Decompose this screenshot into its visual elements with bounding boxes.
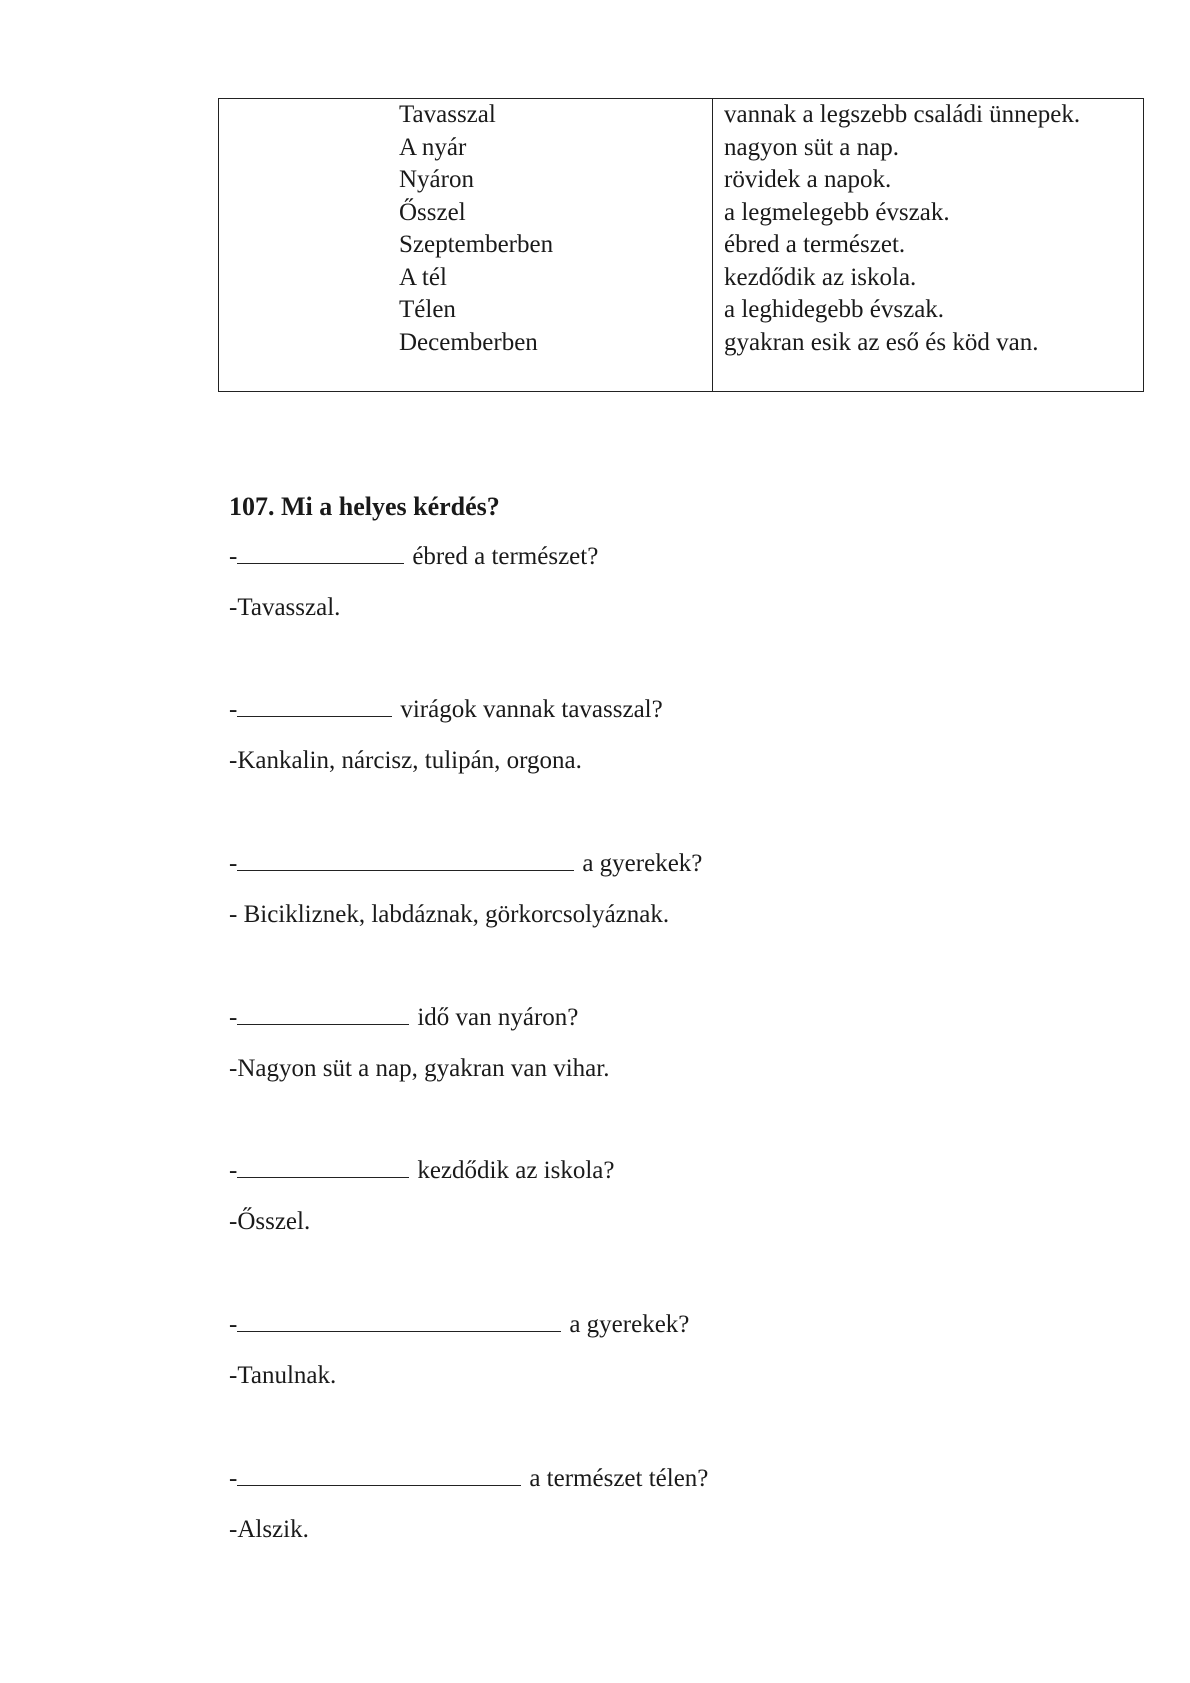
question-item [229,541,598,623]
left-cell: Decemberben [399,328,538,356]
dash: - [229,1465,238,1492]
question-item [229,1155,614,1237]
table-right-column [713,99,1143,391]
right-cell: kezdődik az iskola. [724,263,917,291]
left-cell: Tavasszal [399,101,496,128]
answer-text: -Tavasszal. [229,594,341,621]
question-text: ébred a természet? [412,543,599,570]
answer-text: -Tanulnak. [229,1362,337,1389]
left-cell: A nyár [399,133,467,161]
answer-text: - Bicikliznek, labdáznak, görkorcsolyáznak. [229,901,670,928]
dash: - [229,850,238,877]
answer-blank[interactable] [237,1463,521,1486]
left-cell: A tél [399,263,447,291]
answer-blank[interactable] [237,1002,409,1025]
matching-table [218,98,1144,392]
question-text: a gyerekek? [582,850,703,877]
question-item [229,848,702,930]
answer-blank[interactable] [237,694,392,717]
question-text: idő van nyáron? [417,1004,579,1031]
answer-text: -Kankalin, nárcisz, tulipán, orgona. [229,747,582,774]
left-cell: Szeptemberben [399,231,554,258]
question-text: a természet télen? [529,1465,709,1492]
dash: - [229,696,238,723]
question-item [229,1309,689,1391]
right-cell: gyakran esik az eső és köd van. [724,328,1039,356]
question-item [229,1463,708,1545]
right-cell: rövidek a napok. [724,166,892,193]
answer-text: -Alszik. [229,1516,309,1543]
right-cell: a legmelegebb évszak. [724,198,950,226]
right-cell: nagyon süt a nap. [724,133,899,161]
table-left-column [219,99,713,391]
answer-text: -Nagyon süt a nap, gyakran van vihar. [229,1055,610,1082]
question-text: a gyerekek? [569,1311,690,1338]
dash: - [229,1157,238,1184]
left-cell: Télen [399,296,456,323]
answer-blank[interactable] [237,848,574,871]
exercise-title: 107. Mi a helyes kérdés? [229,492,500,521]
question-item [229,694,663,776]
dash: - [229,543,238,570]
question-text: kezdődik az iskola? [417,1157,615,1184]
left-cell: Nyáron [399,166,474,193]
left-cell: Ősszel [399,198,466,226]
question-item [229,1002,609,1084]
right-cell: ébred a természet. [724,231,906,258]
right-cell: vannak a legszebb családi ünnepek. [724,101,1081,128]
right-cell: a leghidegebb évszak. [724,296,945,323]
question-text: virágok vannak tavasszal? [400,696,663,723]
dash: - [229,1311,238,1338]
answer-text: -Ősszel. [229,1208,311,1235]
dash: - [229,1004,238,1031]
answer-blank[interactable] [237,541,404,564]
answer-blank[interactable] [237,1309,561,1332]
answer-blank[interactable] [237,1155,409,1178]
